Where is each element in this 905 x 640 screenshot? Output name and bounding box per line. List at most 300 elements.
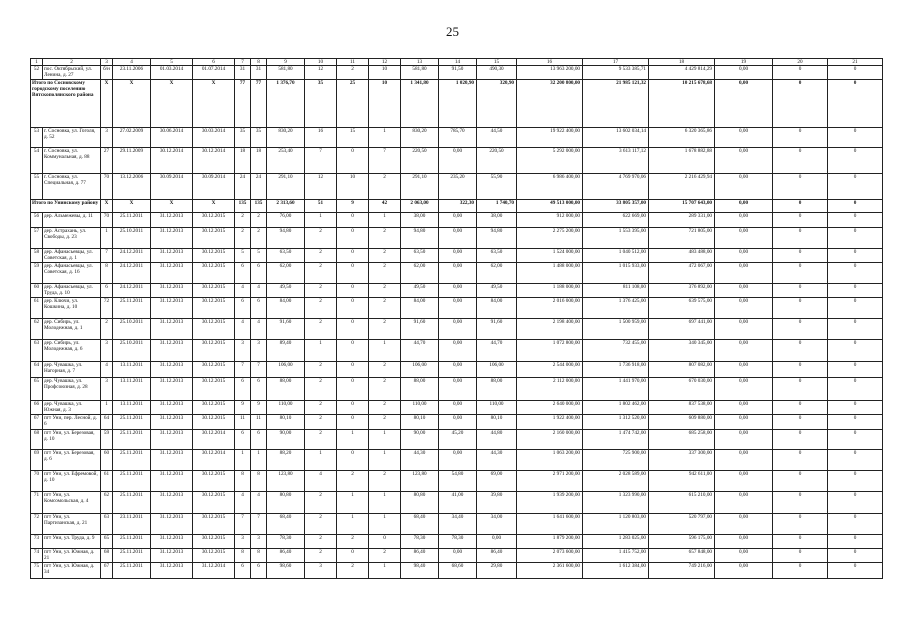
table-cell: 62 [31, 319, 43, 340]
column-number-cell: 7 [235, 59, 251, 66]
table-cell: 13 602 034,14 [583, 128, 649, 148]
table-cell: 31.12.2013 [151, 492, 193, 514]
table-cell: 785,70 [439, 128, 477, 148]
table-cell: 6 [235, 563, 251, 579]
table-cell: 24.12.2011 [113, 284, 151, 298]
total-row [31, 80, 883, 128]
table-cell: 472 067,00 [649, 263, 715, 284]
table-cell: 0 [337, 362, 369, 378]
table-cell: 2 112 000,00 [517, 378, 583, 401]
table-cell: 0 [337, 549, 369, 563]
table-cell: 490,30 [477, 66, 517, 80]
table-cell: 0 [773, 80, 828, 128]
table-cell: 0 [337, 450, 369, 471]
table-cell: 88,00 [477, 378, 517, 401]
table-cell: 0 [828, 378, 883, 401]
table-cell: 24 [235, 174, 251, 200]
table-cell: 58 [31, 249, 43, 263]
table-cell: 2 160 000,00 [517, 430, 583, 450]
table-cell: 0 [773, 378, 828, 401]
table-cell: 9 [251, 401, 267, 415]
table-cell: 0,00 [439, 228, 477, 249]
table-cell: 1 [369, 514, 401, 535]
table-cell: 2 [305, 430, 337, 450]
table-cell: 0 [773, 415, 828, 430]
table-cell: 0 [828, 249, 883, 263]
table-cell: дер. Астрахань, ул. Свободы, д. 23 [43, 228, 101, 249]
table-cell: дер. Чувашка, ул. Профсоюзная, д. 28 [43, 378, 101, 401]
table-cell: 21 985 121,32 [583, 80, 649, 128]
table-cell: 0 [828, 174, 883, 200]
table-cell: 38,00 [401, 213, 439, 228]
table-cell: 1 474 742,00 [583, 430, 649, 450]
column-number-cell: 2 [43, 59, 101, 66]
table-cell: 1 939 200,00 [517, 492, 583, 514]
table-row [31, 563, 883, 579]
table-cell: 0 [773, 563, 828, 579]
column-number-cell: 17 [583, 59, 649, 66]
table-cell: дер. Афанасьевцы, ул. Труда, д. 10 [43, 284, 101, 298]
table-cell: 235,20 [439, 174, 477, 200]
table-cell: 80,80 [401, 492, 439, 514]
table-cell: 6 [235, 378, 251, 401]
table-cell: 31.12.2013 [151, 213, 193, 228]
table-cell: 1 188 000,00 [517, 284, 583, 298]
table-cell: 10 [369, 66, 401, 80]
table-cell: 4 [235, 319, 251, 340]
table-cell: 2 073 600,00 [517, 549, 583, 563]
table-cell: 2 [305, 263, 337, 284]
table-cell: 44,30 [401, 450, 439, 471]
table-cell: 33 805 357,00 [583, 200, 649, 213]
table-cell: 7 [305, 148, 337, 174]
table-cell: 1 641 600,00 [517, 514, 583, 535]
table-cell: 25.11.2011 [113, 298, 151, 319]
table-cell: 30.12.2015 [193, 362, 235, 378]
table-cell: 1 441 970,00 [583, 378, 649, 401]
table-cell: 2 [369, 263, 401, 284]
table-cell: 25.11.2011 [113, 450, 151, 471]
table-cell: 32 200 800,00 [517, 80, 583, 128]
table-cell: 837 538,00 [649, 401, 715, 415]
table-cell: 6 [101, 284, 113, 298]
table-cell: 0 [773, 430, 828, 450]
table-cell: 0 [337, 298, 369, 319]
table-cell: 31.12.2013 [151, 263, 193, 284]
table-cell: 0 [828, 450, 883, 471]
table-cell: 70 [101, 174, 113, 200]
table-cell: 74 [31, 549, 43, 563]
table-cell: 1 [369, 430, 401, 450]
table-cell: 63 [101, 514, 113, 535]
table-cell: 8 [235, 471, 251, 492]
table-cell: 62 [101, 492, 113, 514]
table-row [31, 174, 883, 200]
table-cell: 0,00 [439, 319, 477, 340]
table-cell: 0,00 [715, 174, 773, 200]
table-cell: 0 [828, 148, 883, 174]
table-cell: 2 [369, 228, 401, 249]
table-cell: 41,00 [439, 492, 477, 514]
table-cell: 1 612 384,00 [583, 563, 649, 579]
table-cell: 581,80 [401, 66, 439, 80]
table-cell: 2 [369, 549, 401, 563]
table-row [31, 340, 883, 362]
table-cell: 31.12.2013 [151, 362, 193, 378]
table-cell: 0,00 [715, 263, 773, 284]
table-cell: 0 [773, 249, 828, 263]
table-cell: 0 [773, 263, 828, 284]
table-cell: 749 216,00 [649, 563, 715, 579]
table-cell: 31.12.2013 [151, 249, 193, 263]
table-cell: 1 553 395,00 [583, 228, 649, 249]
table-cell: 2 [305, 401, 337, 415]
table-cell: 1 879 200,00 [517, 535, 583, 549]
table-cell: 31.12.2013 [151, 563, 193, 579]
table-cell: 25.11.2011 [113, 471, 151, 492]
table-cell: 6 [251, 430, 267, 450]
table-cell: 27 [101, 148, 113, 174]
table-cell: 1 500 959,00 [583, 319, 649, 340]
table-cell: 2 063,00 [401, 200, 439, 213]
table-cell: пгт Уни, ул. Комсомольская, д. 4 [43, 492, 101, 514]
table-cell: 6 [251, 378, 267, 401]
table-row [31, 228, 883, 249]
table-row [31, 319, 883, 340]
table-cell: 2 [251, 213, 267, 228]
table-cell: 0,00 [715, 549, 773, 563]
table-cell: 9 533 385,71 [583, 66, 649, 80]
table-cell: 0 [773, 471, 828, 492]
table-cell: 0 [773, 514, 828, 535]
table-cell: 135 [251, 200, 267, 213]
table-cell: 54 [31, 148, 43, 174]
table-cell: 13.11.2011 [113, 378, 151, 401]
table-cell: 75 [31, 563, 43, 579]
table-cell: 64 [31, 362, 43, 378]
table-cell: 2 [369, 249, 401, 263]
table-cell: 30.12.2014 [193, 430, 235, 450]
table-cell: 30.12.2014 [151, 148, 193, 174]
table-cell: 59 [31, 263, 43, 284]
table-cell: 86,40 [477, 549, 517, 563]
table-cell: 830,20 [267, 128, 305, 148]
table-cell: 91,60 [401, 319, 439, 340]
table-cell: 2 640 000,00 [517, 401, 583, 415]
table-row [31, 263, 883, 284]
table-cell: 3 [251, 535, 267, 549]
table-cell: 942 611,00 [649, 471, 715, 492]
table-cell: 2 [305, 378, 337, 401]
table-cell: 34,00 [477, 514, 517, 535]
table-cell: 80,10 [401, 415, 439, 430]
table-cell: 2 [305, 514, 337, 535]
table-cell: 68 [101, 549, 113, 563]
table-cell: 0 [828, 228, 883, 249]
table-row [31, 430, 883, 450]
table-cell: 0,00 [715, 401, 773, 415]
table-cell: 65 [31, 378, 43, 401]
column-number-cell: 18 [649, 59, 715, 66]
table-cell: 62,00 [477, 263, 517, 284]
table-cell: 78,30 [439, 535, 477, 549]
table-cell: 80,10 [267, 415, 305, 430]
table-cell: 376 892,00 [649, 284, 715, 298]
table-row [31, 492, 883, 514]
table-cell: 0,00 [439, 298, 477, 319]
housing-register-table [30, 58, 883, 579]
table-cell: 2 [305, 298, 337, 319]
table-cell: дер. Афанасьевцы, ул. Советская, д. 16 [43, 263, 101, 284]
table-cell: 0 [828, 563, 883, 579]
table-cell: 12 [305, 66, 337, 80]
column-number-cell: 10 [305, 59, 337, 66]
table-cell: 1 [337, 430, 369, 450]
table-cell: 811 108,00 [583, 284, 649, 298]
table-row [31, 148, 883, 174]
total-row [31, 200, 883, 213]
table-cell: 31.12.2013 [151, 378, 193, 401]
table-cell: 30.12.2015 [193, 514, 235, 535]
table-cell: 11 [235, 415, 251, 430]
table-cell: 0 [828, 80, 883, 128]
table-cell: X [113, 200, 151, 213]
table-cell: 1 [337, 492, 369, 514]
table-cell: 6 [235, 298, 251, 319]
table-cell: 0 [828, 415, 883, 430]
table-cell: 0 [773, 549, 828, 563]
column-number-cell: 20 [773, 59, 828, 66]
table-cell: 2 [251, 228, 267, 249]
table-cell: 72 [31, 514, 43, 535]
table-cell: 69 [31, 450, 43, 471]
table-row [31, 249, 883, 263]
table-cell: 1 802 462,00 [583, 401, 649, 415]
table-cell: 0,00 [439, 284, 477, 298]
table-cell: 01.03.2014 [151, 66, 193, 80]
table-cell: 1 072 800,00 [517, 340, 583, 362]
table-cell: 30.12.2014 [193, 148, 235, 174]
table-cell: Итого по Унинскому району [31, 200, 101, 213]
table-cell: 110,00 [477, 401, 517, 415]
table-cell: 0,00 [715, 80, 773, 128]
table-cell: 1 [305, 213, 337, 228]
table-cell: 0 [828, 319, 883, 340]
table-cell: 30.12.2015 [193, 249, 235, 263]
table-cell: 0,00 [715, 535, 773, 549]
table-cell: 86,40 [267, 549, 305, 563]
table-cell: 2 275 200,00 [517, 228, 583, 249]
table-cell: 2 544 000,00 [517, 362, 583, 378]
table-cell: б/н [101, 66, 113, 80]
column-number-cell: 8 [251, 59, 267, 66]
table-cell: г. Сосновка, ул. Гоголя, д. 52 [43, 128, 101, 148]
table-cell: 0 [337, 228, 369, 249]
table-cell: 1 376,70 [267, 80, 305, 128]
table-cell: 1 341,80 [401, 80, 439, 128]
table-cell: 0,00 [439, 362, 477, 378]
table-cell: 67 [101, 563, 113, 579]
table-cell: 0,00 [715, 249, 773, 263]
table-cell: 19 922 400,00 [517, 128, 583, 148]
table-cell: 725 900,00 [583, 450, 649, 471]
table-cell: 2 [305, 228, 337, 249]
table-cell: 44,30 [477, 450, 517, 471]
table-cell: 60 [31, 284, 43, 298]
table-cell: 31.12.2013 [151, 284, 193, 298]
table-cell: 0,00 [715, 362, 773, 378]
table-cell: 0 [773, 535, 828, 549]
column-number-cell: 13 [401, 59, 439, 66]
table-cell: 9 [235, 401, 251, 415]
table-cell: 0,00 [715, 213, 773, 228]
table-cell: 0,00 [439, 450, 477, 471]
table-cell: 63,50 [267, 249, 305, 263]
table-cell: 123,80 [267, 471, 305, 492]
table-cell: 25.11.2011 [113, 563, 151, 579]
table-cell: 44,70 [477, 340, 517, 362]
table-cell: 25.10.2011 [113, 340, 151, 362]
table-cell: 4 [251, 319, 267, 340]
table-cell: 35 [235, 128, 251, 148]
table-cell: 39,80 [477, 492, 517, 514]
table-cell: Итого по Сосновскому городскому поселению Вятскополянского района [31, 80, 101, 128]
table-cell: 520 797,00 [649, 514, 715, 535]
table-cell: 732 455,00 [583, 340, 649, 362]
table-cell: 8 [101, 263, 113, 284]
table-cell: 0 [773, 174, 828, 200]
table-cell: дер. Ключи, ул. Кошкина, д. 10 [43, 298, 101, 319]
table-cell: 30.12.2015 [193, 213, 235, 228]
table-cell: 123,80 [401, 471, 439, 492]
table-cell: 88,00 [267, 378, 305, 401]
table-row [31, 514, 883, 535]
table-cell: 31 [251, 66, 267, 80]
table-cell: 77 [251, 80, 267, 128]
table-cell: 340 345,00 [649, 340, 715, 362]
table-cell: 1 922 400,00 [517, 415, 583, 430]
table-cell: 30.12.2015 [193, 263, 235, 284]
table-cell: 98,60 [267, 563, 305, 579]
table-cell: 63 [31, 340, 43, 362]
table-cell: 25.11.2011 [113, 415, 151, 430]
table-cell: 30.12.2015 [193, 471, 235, 492]
table-cell: 6 986 400,00 [517, 174, 583, 200]
table-cell: 23.11.2011 [113, 514, 151, 535]
table-cell: 12 [305, 174, 337, 200]
table-cell: 2 028 589,00 [583, 471, 649, 492]
column-number-cell: 12 [369, 59, 401, 66]
table-cell: 88,00 [401, 378, 439, 401]
table-cell: 0 [773, 148, 828, 174]
table-cell: 0 [337, 319, 369, 340]
table-cell: 685 258,00 [649, 430, 715, 450]
table-cell: 106,00 [477, 362, 517, 378]
table-cell: 0 [337, 378, 369, 401]
table-cell: 31.12.2013 [151, 471, 193, 492]
table-cell: 63,50 [401, 249, 439, 263]
table-cell: 2 [369, 415, 401, 430]
table-cell: 3 [101, 340, 113, 362]
table-cell: 30.12.2015 [193, 401, 235, 415]
table-cell: 2 [305, 549, 337, 563]
table-cell: 49,50 [401, 284, 439, 298]
table-cell: 1 323 990,00 [583, 492, 649, 514]
table-cell: 4 [305, 471, 337, 492]
table-cell: 322,30 [439, 200, 477, 213]
table-cell: 0,00 [439, 401, 477, 415]
table-cell: 0 [828, 535, 883, 549]
table-cell: 0,00 [439, 378, 477, 401]
table-cell: 65 [101, 535, 113, 549]
table-cell: 67 [31, 415, 43, 430]
table-cell: 0,00 [715, 66, 773, 80]
table-cell: 31.12.2013 [151, 340, 193, 362]
table-cell: 80,80 [267, 492, 305, 514]
table-cell: 220,50 [401, 148, 439, 174]
table-cell: 90,00 [401, 430, 439, 450]
table-cell: 2 [305, 284, 337, 298]
table-row [31, 549, 883, 563]
table-cell: 0,00 [439, 249, 477, 263]
table-cell: 1 [305, 340, 337, 362]
table-cell: 0,00 [439, 549, 477, 563]
table-cell: 0 [337, 401, 369, 415]
table-cell: 0 [773, 492, 828, 514]
table-cell: 86,40 [401, 549, 439, 563]
table-row [31, 284, 883, 298]
table-cell: 7 [235, 514, 251, 535]
table-cell: 1 415 752,00 [583, 549, 649, 563]
table-cell: 106,00 [267, 362, 305, 378]
table-cell: 110,00 [401, 401, 439, 415]
table-cell: 0,00 [715, 471, 773, 492]
table-cell: 31.12.2013 [151, 319, 193, 340]
table-cell: 2 [305, 415, 337, 430]
table-cell: 44,80 [477, 430, 517, 450]
table-cell: 25.11.2011 [113, 213, 151, 228]
table-cell: 69,00 [477, 471, 517, 492]
table-cell: 4 [235, 284, 251, 298]
table-cell: 15 [337, 128, 369, 148]
table-cell: 1 015 933,00 [583, 263, 649, 284]
table-cell: 72 [101, 298, 113, 319]
table-cell: 84,00 [401, 298, 439, 319]
table-cell: 2 361 600,00 [517, 563, 583, 579]
table-cell: пгт Уни, ул. Южная, д. 34 [43, 563, 101, 579]
table-cell: 0 [337, 213, 369, 228]
table-cell: 2 313,60 [267, 200, 305, 213]
table-cell: 68,60 [439, 563, 477, 579]
table-cell: дер. Афанасьевцы, ул. Советская, д. 1 [43, 249, 101, 263]
table-cell: 2 [305, 319, 337, 340]
table-cell: 91,50 [439, 66, 477, 80]
table-row [31, 362, 883, 378]
table-cell: 830,20 [401, 128, 439, 148]
table-cell: 0,00 [715, 128, 773, 148]
table-cell: 88,20 [267, 450, 305, 471]
table-cell: 84,00 [477, 298, 517, 319]
table-cell: 1 [235, 450, 251, 471]
table-cell: 62,00 [267, 263, 305, 284]
table-cell: 0 [337, 263, 369, 284]
table-cell: 4 [251, 284, 267, 298]
table-cell: 0 [337, 340, 369, 362]
table-cell: 55 [31, 174, 43, 200]
table-cell: 98,40 [401, 563, 439, 579]
table-cell: X [151, 200, 193, 213]
table-cell: г. Сосновка, ул. Специальная, д. 77 [43, 174, 101, 200]
